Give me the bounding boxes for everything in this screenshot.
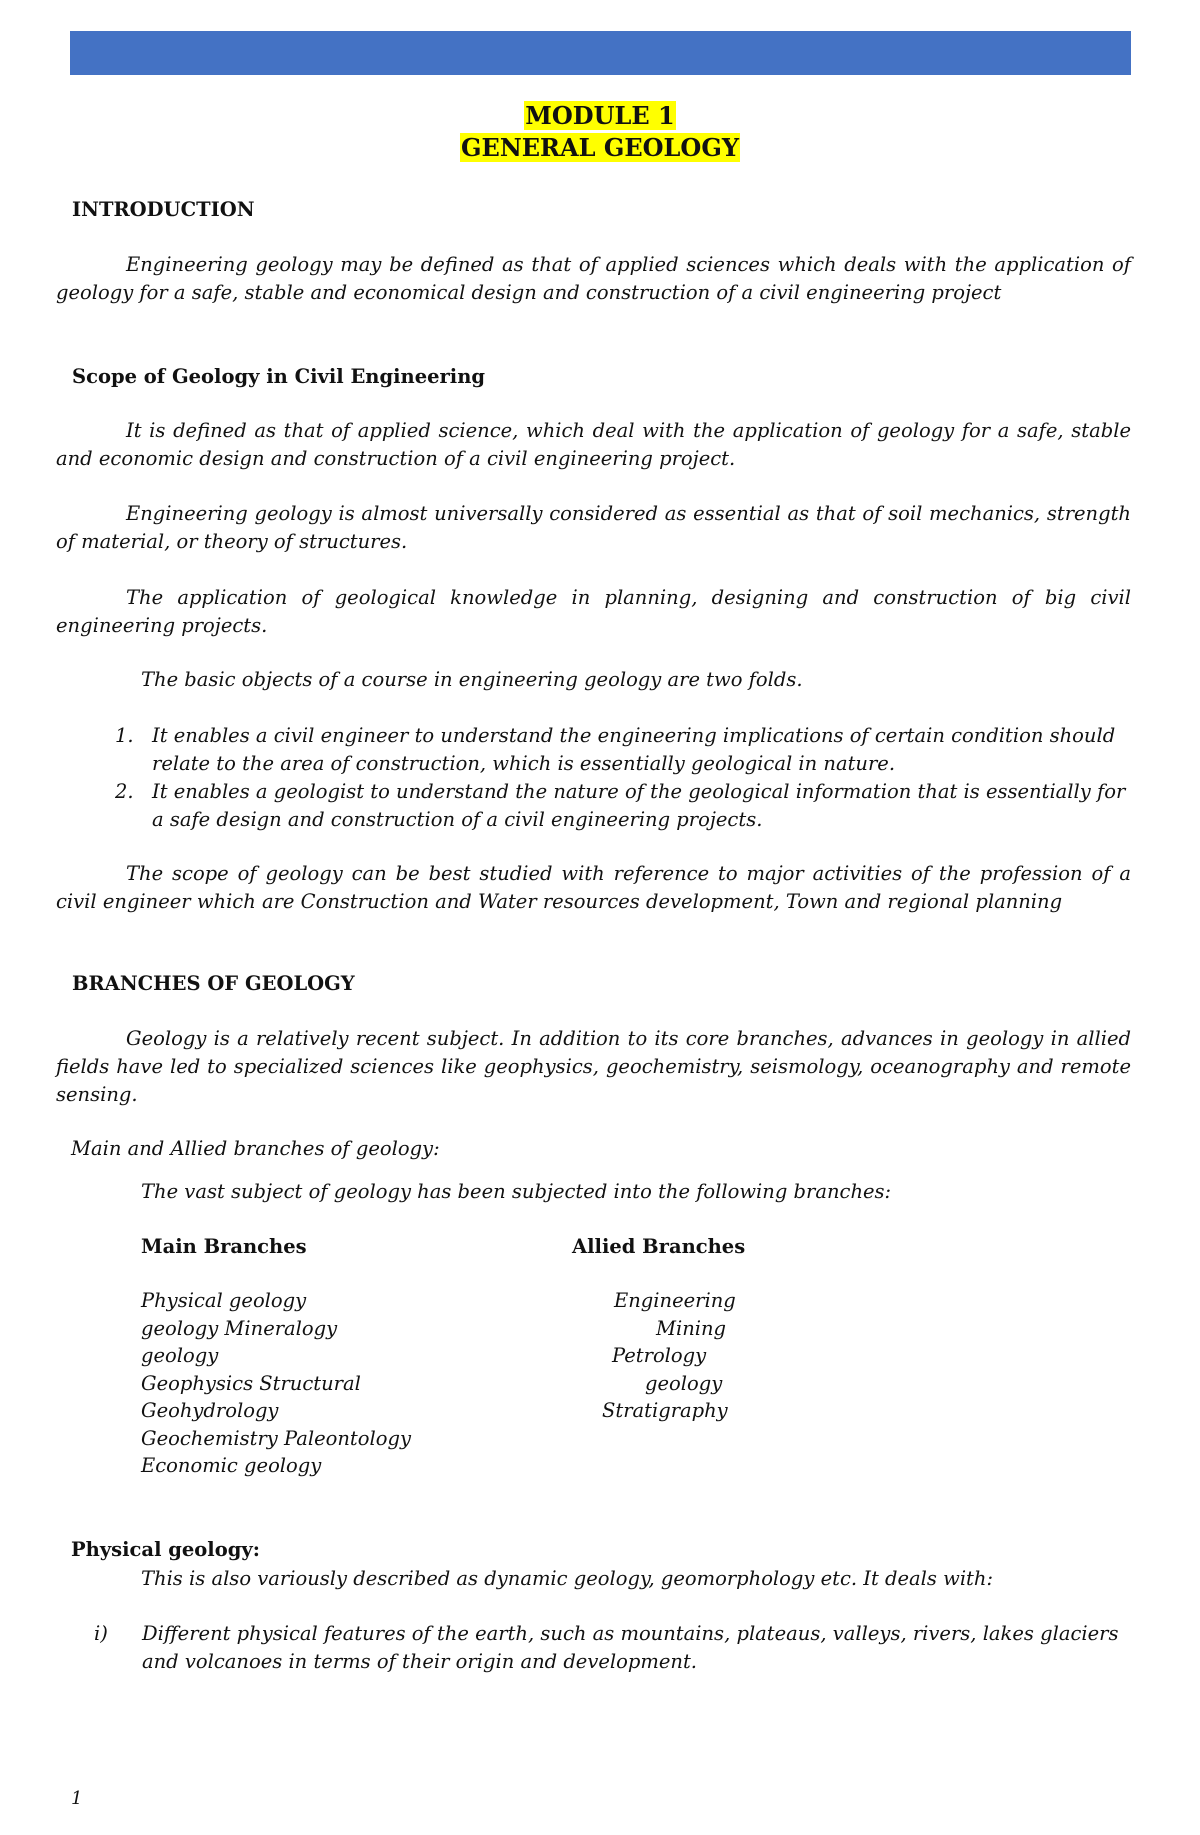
objects-intro: The basic objects of a course in engineering geology are two folds. xyxy=(141,668,803,691)
physical-geology-heading: Physical geology: xyxy=(71,1538,260,1561)
introduction-heading: INTRODUCTION xyxy=(72,198,255,221)
allied-item-2: Mining xyxy=(656,1317,727,1340)
objects-list xyxy=(112,722,1132,834)
module-title xyxy=(0,100,1200,164)
scope-paragraph-2: Engineering geology is almost universally considered as essential as that of soil mechanics, strength of material, or theory of structures. xyxy=(56,502,1131,553)
list-item: geology xyxy=(141,1344,219,1367)
main-branches-heading: Main Branches xyxy=(141,1235,307,1258)
main-branches-list xyxy=(141,1287,411,1480)
scope-heading: Scope of Geology in Civil Engineering xyxy=(72,365,486,388)
list-item: geology Mineralogy xyxy=(141,1316,338,1340)
page-number: 1 xyxy=(71,1788,83,1809)
physical-list-item: i) Different physical features of the earth, such as mountains, plateaus, valleys, rivers, lakes glaciers and volcanoes in terms of their origin and development. xyxy=(94,1622,1119,1673)
branches-heading: BRANCHES OF GEOLOGY xyxy=(72,972,355,995)
header-band xyxy=(70,31,1131,75)
introduction-paragraph: Engineering geology may be defined as that of applied sciences which deals with the application of geology for a safe, stable and economical design and construction of a civil engineering project xyxy=(56,253,1131,304)
list-item: Geohydrology xyxy=(141,1399,279,1422)
scope-paragraph-3: The application of geological knowledge in planning, designing and construction of big civil engineering projects. xyxy=(56,586,1131,637)
main-allied-label: Main and Allied branches of geology: xyxy=(71,1137,440,1160)
allied-item-3: Petrology xyxy=(612,1344,707,1367)
list-item: Geochemistry Paleontology xyxy=(141,1426,411,1450)
scope-paragraph-1: It is defined as that of applied science, which deal with the application of geology for a safe, stable and economic design and construction of a civil engineering project. xyxy=(56,419,1131,470)
list-item: Geophysics Structural xyxy=(141,1371,361,1395)
physical-geology-text: This is also variously described as dynamic geology, geomorphology etc. It deals with: xyxy=(141,1567,994,1590)
list-item: 2. It enables a geologist to understand the nature of the geological information that is essentially for a safe design and construction of a civil engineering projects. xyxy=(115,780,1126,831)
list-item: Physical geology xyxy=(141,1289,307,1312)
list-item: Economic geology xyxy=(141,1454,322,1477)
module-number: MODULE 1 xyxy=(525,101,675,130)
allied-item-1: Engineering xyxy=(614,1289,736,1312)
subjected-text: The vast subject of geology has been subjected into the following branches: xyxy=(141,1180,892,1203)
list-item: 1. It enables a civil engineer to understand the engineering implications of certain condition should relate to the area of construction, which is essentially geological in nature. xyxy=(115,724,1116,775)
scope-closing-paragraph: The scope of geology can be best studied with reference to major activities of the profession of a civil engineer which are Construction and Water resources development, Town and regional planning xyxy=(56,862,1131,913)
branches-paragraph: Geology is a relatively recent subject. In addition to its core branches, advances in geology in allied fields have led to specialized sciences like geophysics, geochemistry, seismology, oceanography and remote sensing. xyxy=(56,1027,1131,1106)
allied-item-4: geology xyxy=(645,1372,723,1395)
allied-branches-heading: Allied Branches xyxy=(572,1235,746,1258)
allied-item-5: Stratigraphy xyxy=(602,1399,728,1422)
module-subject: GENERAL GEOLOGY xyxy=(461,133,739,162)
